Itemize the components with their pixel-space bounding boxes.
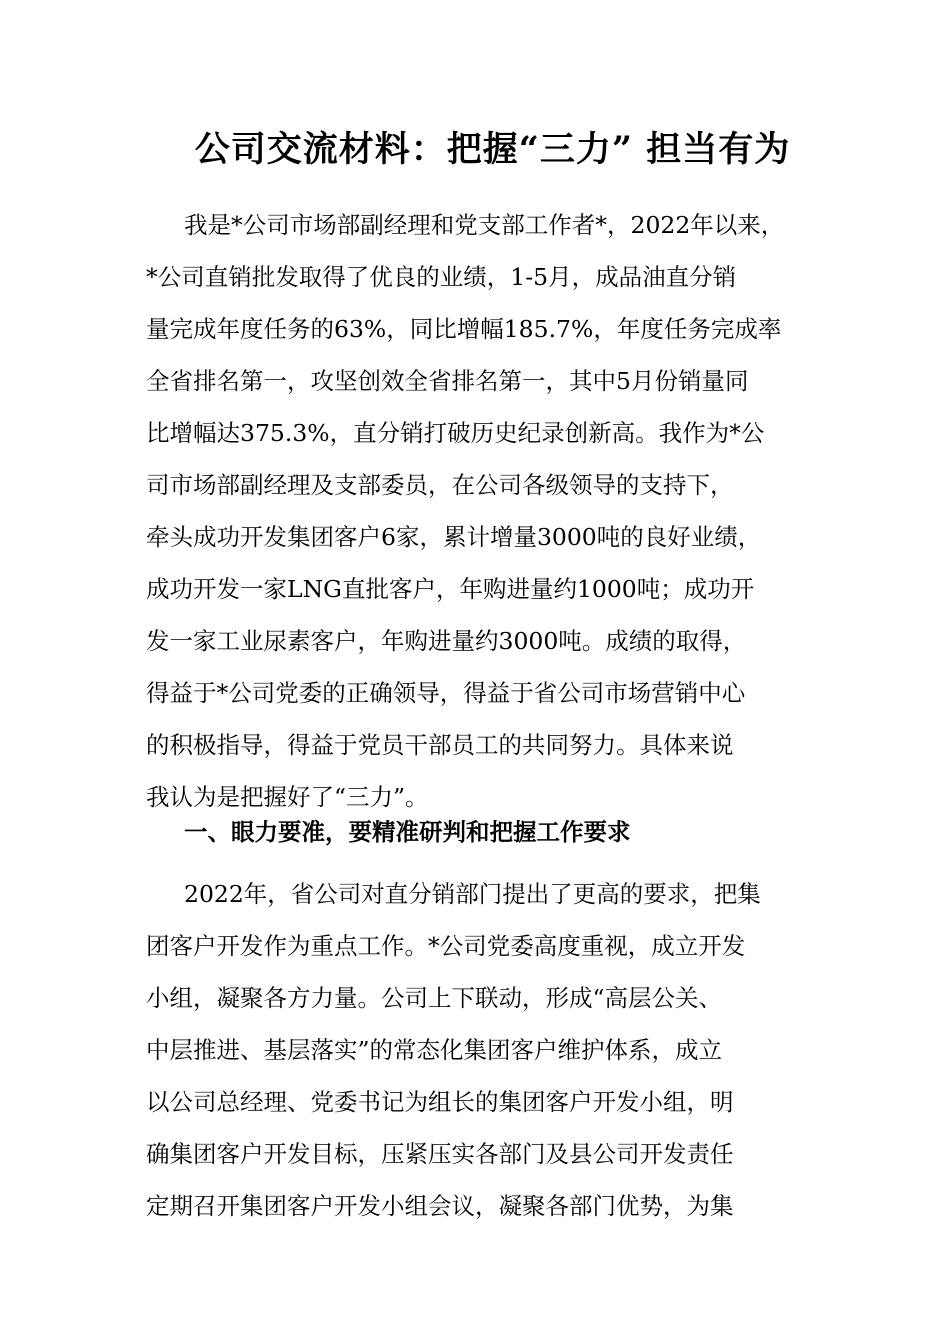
document-title: 公司交流材料：把握“三力” 担当有为 [194, 129, 791, 170]
text-line: 全省排名第一，攻坚创效全省排名第一，其中5月份销量同 [146, 367, 749, 395]
text-line: 牵头成功开发集团客户6家，累计增量3000吨的良好业绩， [146, 523, 762, 551]
text-line: 量完成年度任务的63%，同比增幅185.7%，年度任务完成率 [146, 315, 782, 343]
text-line: 成功开发一家LNG直批客户，年购进量约1000吨；成功开 [146, 575, 755, 603]
text-line: 2022年，省公司对直分销部门提出了更高的要求，把集 [184, 880, 761, 908]
text-line: 司市场部副经理及支部委员，在公司各级领导的支持下， [146, 471, 734, 499]
text-line: 团客户开发作为重点工作。*公司党委高度重视，成立开发 [146, 932, 746, 960]
text-line: 定期召开集团客户开发小组会议，凝聚各部门优势，为集 [146, 1192, 734, 1220]
text-line: 中层推进、基层落实”的常态化集团客户维护体系，成立 [146, 1036, 723, 1064]
text-line: 确集团客户开发目标，压紧压实各部门及县公司开发责任 [146, 1140, 734, 1168]
section-heading: 一、眼力要准，要精准研判和把握工作要求 [184, 818, 631, 846]
text-line: 比增幅达375.3%，直分销打破历史纪录创新高。我作为*公 [146, 419, 765, 447]
text-line: 我是*公司市场部副经理和党支部工作者*，2022年以来， [184, 211, 785, 239]
text-line: 发一家工业尿素客户，年购进量约3000吨。成绩的取得， [146, 627, 747, 655]
text-line: 小组，凝聚各方力量。公司上下联动，形成“高层公关、 [146, 984, 723, 1012]
text-line: 得益于*公司党委的正确领导，得益于省公司市场营销中心 [146, 679, 746, 707]
text-line: 我认为是把握好了“三力”。 [146, 783, 429, 811]
paragraph-intro [146, 199, 846, 823]
text-line: *公司直销批发取得了优良的业绩，1-5月，成品油直分销 [146, 263, 737, 291]
paragraph-section1 [146, 868, 846, 1232]
text-line: 的积极指导，得益于党员干部员工的共同努力。具体来说 [146, 731, 734, 759]
text-line: 以公司总经理、党委书记为组长的集团客户开发小组，明 [146, 1088, 734, 1116]
